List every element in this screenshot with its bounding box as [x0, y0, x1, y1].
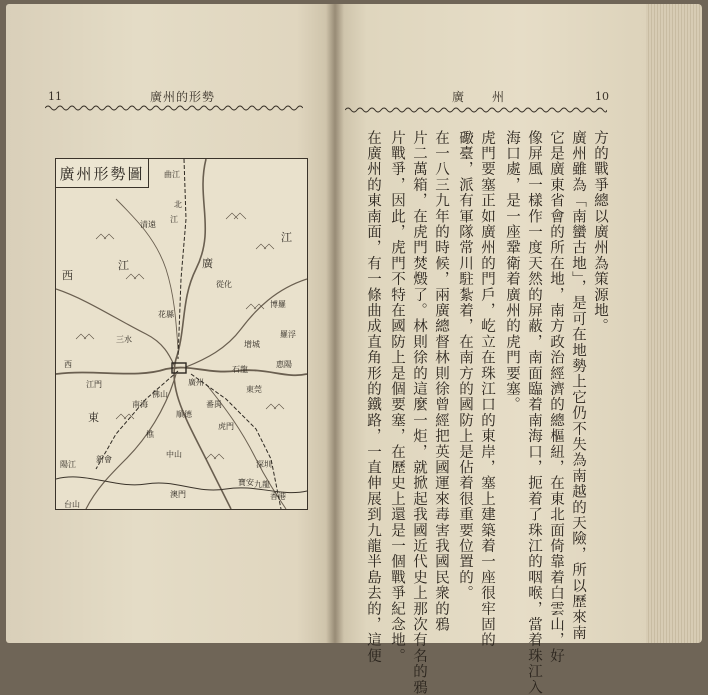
- map-label: 虎門: [218, 422, 234, 431]
- map-label: 增城: [244, 340, 260, 349]
- text-column: 像屏風一樣作一度天然的屏蔽，南面臨着南海口，扼着了珠江的咽喉，當着珠江入: [526, 130, 542, 695]
- map-label: 佛山: [152, 390, 168, 399]
- map-label: 石龍: [232, 365, 248, 374]
- map-label: 江: [170, 215, 178, 224]
- map-label: 深圳: [256, 460, 272, 469]
- map-label: 番禺: [206, 400, 222, 409]
- map-label: 廣: [202, 257, 213, 270]
- map-label: 惠陽: [276, 360, 292, 369]
- text-column: 片戰爭，因此，虎門不特在國防上是個要塞，在歷史上還是一個戰爭紀念地。: [389, 130, 405, 664]
- text-column: 海口處，是一座鞏衛着廣州的虎門要塞。: [504, 130, 520, 413]
- right-page-number: 10: [595, 90, 609, 103]
- map-label: 樵: [146, 430, 154, 439]
- text-column: 在廣州的東南面，有一條曲成直角形的鐵路，一直伸展到九龍半島去的，這便: [365, 130, 381, 664]
- text-column: 片二萬箱，在虎門焚燬了。林則徐的這麼一炬，就掀起我國近代史上那次有名的鴉: [411, 130, 427, 695]
- text-column: 方的戰爭總以廣州為策源地。: [592, 130, 608, 335]
- text-column: 礮臺，派有軍隊常川駐紮着，在南方的國防上是佔着很重要位置的。: [457, 130, 473, 601]
- text-column: 虎門要塞正如廣州的門戶，屹立在珠江口的東岸，塞上建築着一座很牢固的: [479, 130, 495, 649]
- map-label: 清遠: [140, 220, 156, 229]
- map-label: 從化: [216, 280, 232, 289]
- map-label: 江: [118, 259, 129, 272]
- map-label: 寶安: [238, 478, 254, 487]
- map-label: 北: [174, 200, 182, 209]
- map-label: 江: [281, 231, 292, 244]
- left-running-head: 廣州的形勢: [150, 90, 216, 104]
- map-title: 廣州形勢圖: [56, 159, 149, 188]
- left-page-number: 11: [48, 90, 62, 103]
- map-label: 東: [88, 411, 99, 424]
- book-gutter: [326, 4, 344, 643]
- map-label: 花縣: [158, 310, 174, 319]
- map-label: 羅浮: [280, 330, 296, 339]
- map-label: 三水: [116, 335, 132, 344]
- page-edges: [646, 4, 702, 643]
- map-label: 中山: [166, 450, 182, 459]
- right-header-rule: [345, 106, 607, 114]
- map-label: 香港: [270, 492, 286, 501]
- map-label: 九龍: [254, 480, 270, 489]
- text-column: 在一八三九年的時候，兩廣總督林則徐曾經把英國運來毒害我國民衆的鴉: [433, 130, 449, 633]
- map-label: 廣州: [188, 378, 204, 387]
- map-label: 順德: [176, 410, 192, 419]
- map-label: 南海: [132, 400, 148, 409]
- text-column: 它是廣東省會的所在地，南方政治經濟的總樞紐，在東北面倚靠着白雲山，好: [548, 130, 564, 664]
- map-label: 東莞: [246, 385, 262, 394]
- map-label: 曲江: [164, 170, 180, 179]
- guangzhou-map: [55, 158, 308, 510]
- map-label: 澳門: [170, 490, 186, 499]
- map-label: 西: [62, 269, 73, 282]
- map-label: 陽江: [60, 460, 76, 469]
- text-column: 廣州雖為「南蠻古地」，是可在地勢上它仍不失為南越的天險，所以歷來南: [570, 130, 586, 641]
- map-label: 博羅: [270, 300, 286, 309]
- body-text: [346, 130, 608, 695]
- map-label: 西: [64, 360, 72, 369]
- map-label: 台山: [64, 500, 80, 509]
- map-label: 江門: [86, 380, 102, 389]
- right-running-head: 廣州: [452, 90, 533, 104]
- left-header-rule: [45, 104, 303, 112]
- map-label: 新會: [96, 455, 112, 464]
